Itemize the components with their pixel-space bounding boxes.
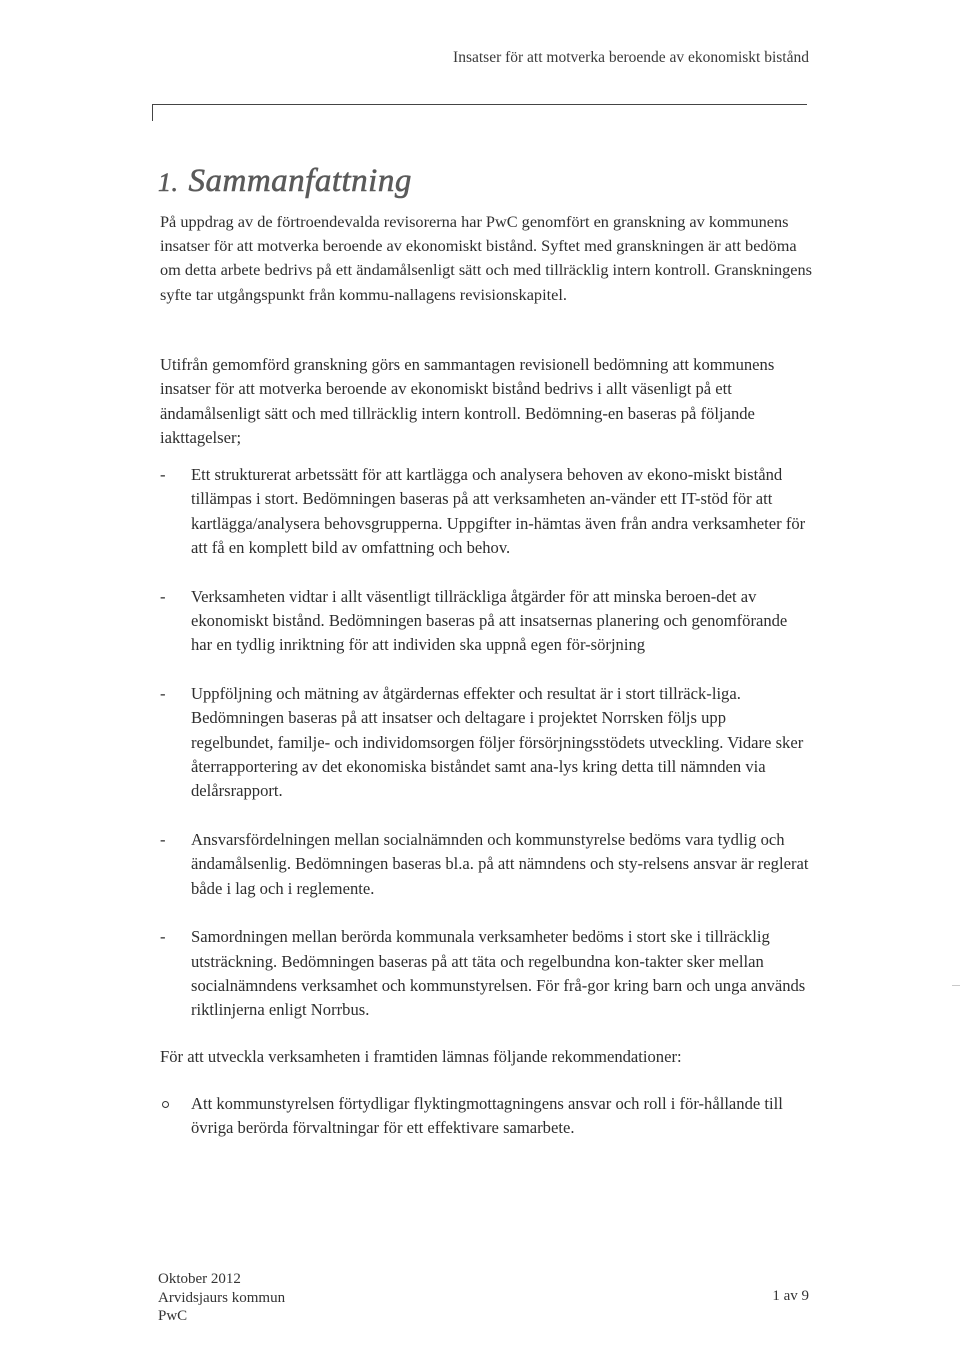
list-item-text: Samordningen mellan berörda kommunala verksamheter bedöms i stort ske i tillräcklig utsträckning. Bedömningen baseras på att täta och regelbundna kon-takter sker mellan socialnämndens verksamhet och kommunstyrelsen. För frå-gor kring barn och unga används riktlinjerna enligt Norrbus.: [191, 927, 806, 1020]
list-item-text: Uppföljning och mätning av åtgärdernas effekter och resultat är i stort tillräck-liga. Bedömningen baseras på att insatser och deltagare i projektet Norrsken följs upp regelbundet, familje- och individomsorgen följer försörjningsstödets utveckling. Vidare sker återrapportering av det ekonomiska biståndet samt ana-lys kring detta till nämnden via delårsrapport.: [191, 683, 804, 801]
list-dash: -: [160, 927, 166, 947]
section-number: 1.: [158, 168, 179, 197]
list-dash: -: [160, 465, 166, 484]
list-item: [160, 925, 810, 1023]
header-rule-corner: [152, 104, 153, 121]
footer-organization: Arvidsjaurs kommun: [158, 1289, 286, 1306]
bullet-circle-icon: [162, 1101, 169, 1108]
footer-date: Oktober 2012: [158, 1271, 241, 1287]
footer-firm: PwC: [158, 1308, 188, 1324]
list-item: [160, 828, 810, 901]
section-title: Sammanfattning: [188, 163, 412, 199]
scan-edge-mark: [952, 985, 960, 986]
list-dash: -: [160, 586, 166, 606]
footer-info: [158, 1270, 285, 1326]
assessment-paragraph: Utifrån gemomförd granskning görs en sammantagen revisionell bedömning att kommunens insatser för att motverka beroende av ekonomiskt bistånd bedrivs i allt väsenligt på ett ändamålsenligt sätt och med tillräcklig intern kontroll. Bedömning-en baseras på följande iakttagelser;: [160, 355, 775, 447]
list-item-text: Verksamheten vidtar i allt väsentligt tillräckliga åtgärder för att minska beroen-det av ekonomiskt bistånd. Bedömningen baseras på att insatsernas planering och genomförande har en tydlig inriktning för att individen ska uppnå egen för-sörjning: [191, 586, 788, 655]
list-item: [160, 1092, 800, 1141]
observations-list: [160, 463, 810, 1047]
list-item: [160, 682, 810, 804]
recommendations-intro: För att utveckla verksamheten i framtiden lämnas följande rekommendationer:: [160, 1047, 682, 1066]
list-item-text: Ett strukturerat arbetssätt för att kartlägga och analysera behoven av ekono-miskt bistånd tillämpas i stort. Bedömningen baseras på att verksamheten an-vänder ett IT-stöd för att kartlägga/analysera behovsgrupperna. Uppgifter in-hämtas även från andra verksamheter för att få en komplett bild av omfattning och behov.: [191, 465, 806, 558]
page-number: 1 av 9: [772, 1288, 809, 1304]
intro-paragraph: På uppdrag av de förtroendevalda revisorerna har PwC genomfört en granskning av kommunens insatser för att motverka beroende av ekonomiskt bistånd. Syftet med granskningen är att bedöma om detta arbete bedrivs på ett ändamålsenligt sätt och med tillräcklig intern kontroll. Granskningens syfte tar utgångspunkt från kommu-nallagens revisionskapitel.: [160, 212, 812, 304]
list-item: [160, 463, 810, 561]
list-item-text: Att kommunstyrelsen förtydligar flyktingmottagningens ansvar och roll i för-hållande till övriga berörda förvaltningar för ett effektivare samarbete.: [191, 1094, 783, 1138]
list-item: [160, 585, 810, 658]
list-dash: -: [160, 683, 166, 703]
list-dash: -: [160, 829, 166, 849]
header-rule: [152, 104, 807, 105]
running-header: Insatser för att motverka beroende av ekonomiskt bistånd: [453, 49, 809, 66]
recommendations-list: [160, 1092, 800, 1141]
list-item-text: Ansvarsfördelningen mellan socialnämnden och kommunstyrelse bedöms vara tydlig och ändamålsenlig. Bedömningen baseras bl.a. på att nämndens och sty-relsens ansvar är reglerat både i lag och i reglemente.: [191, 829, 809, 898]
section-heading: [158, 163, 412, 200]
